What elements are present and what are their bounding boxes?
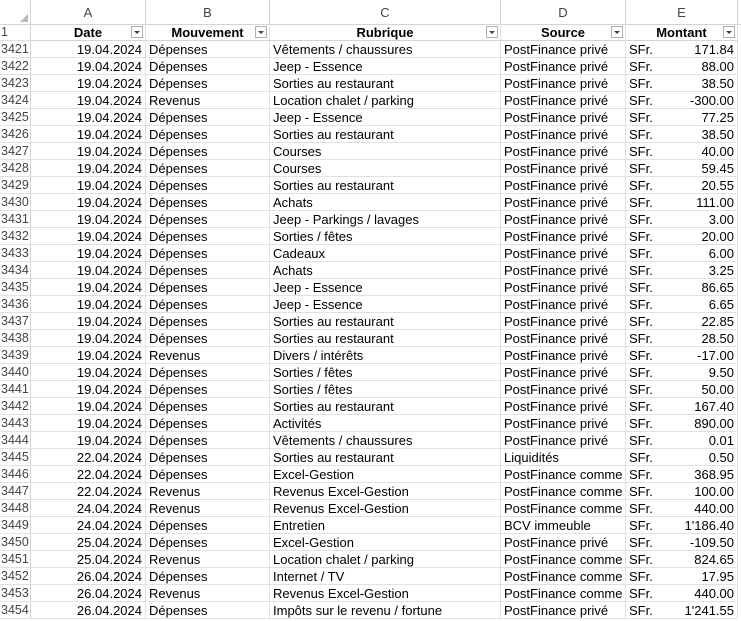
cell-montant[interactable]: -300.00 [666, 92, 738, 109]
cell-rubrique[interactable]: Internet / TV [270, 568, 501, 585]
cell-montant[interactable]: 890.00 [666, 415, 738, 432]
cell-montant[interactable]: 171.84 [666, 41, 738, 58]
cell-date[interactable]: 19.04.2024 [31, 211, 146, 228]
cell-mouvement[interactable]: Dépenses [146, 313, 270, 330]
cell-mouvement[interactable]: Dépenses [146, 262, 270, 279]
row-number[interactable]: 3443 [0, 415, 31, 432]
row-number[interactable]: 3438 [0, 330, 31, 347]
cell-rubrique[interactable]: Sorties au restaurant [270, 330, 501, 347]
cell-montant[interactable]: 77.25 [666, 109, 738, 126]
cell-mouvement[interactable]: Dépenses [146, 415, 270, 432]
cell-montant[interactable]: 20.00 [666, 228, 738, 245]
row-number[interactable]: 3439 [0, 347, 31, 364]
cell-mouvement[interactable]: Dépenses [146, 568, 270, 585]
cell-source[interactable]: PostFinance privé [501, 432, 626, 449]
cell-currency[interactable]: SFr. [626, 398, 666, 415]
cell-date[interactable]: 19.04.2024 [31, 398, 146, 415]
cell-source[interactable]: PostFinance privé [501, 126, 626, 143]
cell-montant[interactable]: 0.50 [666, 449, 738, 466]
cell-source[interactable]: PostFinance comme [501, 585, 626, 602]
row-number[interactable]: 3431 [0, 211, 31, 228]
cell-mouvement[interactable]: Revenus [146, 347, 270, 364]
cell-date[interactable]: 25.04.2024 [31, 551, 146, 568]
cell-source[interactable]: PostFinance privé [501, 313, 626, 330]
cell-date[interactable]: 19.04.2024 [31, 194, 146, 211]
cell-source[interactable]: PostFinance comme [501, 551, 626, 568]
cell-currency[interactable]: SFr. [626, 466, 666, 483]
cell-currency[interactable]: SFr. [626, 313, 666, 330]
column-header-e[interactable]: E [626, 0, 738, 24]
row-number[interactable]: 3432 [0, 228, 31, 245]
row-number[interactable]: 3424 [0, 92, 31, 109]
cell-currency[interactable]: SFr. [626, 75, 666, 92]
row-number[interactable]: 3429 [0, 177, 31, 194]
cell-mouvement[interactable]: Dépenses [146, 58, 270, 75]
cell-montant[interactable]: 368.95 [666, 466, 738, 483]
cell-montant[interactable]: 86.65 [666, 279, 738, 296]
row-number[interactable]: 3441 [0, 381, 31, 398]
cell-mouvement[interactable]: Dépenses [146, 160, 270, 177]
cell-date[interactable]: 19.04.2024 [31, 313, 146, 330]
cell-date[interactable]: 19.04.2024 [31, 160, 146, 177]
cell-rubrique[interactable]: Revenus Excel-Gestion [270, 483, 501, 500]
cell-mouvement[interactable]: Dépenses [146, 143, 270, 160]
cell-source[interactable]: PostFinance comme [501, 568, 626, 585]
cell-rubrique[interactable]: Achats [270, 194, 501, 211]
cell-source[interactable]: PostFinance privé [501, 364, 626, 381]
cell-currency[interactable]: SFr. [626, 449, 666, 466]
cell-rubrique[interactable]: Revenus Excel-Gestion [270, 500, 501, 517]
cell-rubrique[interactable]: Sorties / fêtes [270, 228, 501, 245]
cell-date[interactable]: 19.04.2024 [31, 41, 146, 58]
cell-currency[interactable]: SFr. [626, 585, 666, 602]
cell-mouvement[interactable]: Revenus [146, 551, 270, 568]
cell-currency[interactable]: SFr. [626, 602, 666, 619]
cell-mouvement[interactable]: Dépenses [146, 279, 270, 296]
row-number[interactable]: 3427 [0, 143, 31, 160]
cell-date[interactable]: 19.04.2024 [31, 415, 146, 432]
cell-currency[interactable]: SFr. [626, 381, 666, 398]
cell-mouvement[interactable]: Dépenses [146, 228, 270, 245]
cell-rubrique[interactable]: Sorties au restaurant [270, 398, 501, 415]
cell-montant[interactable]: 1'241.55 [666, 602, 738, 619]
cell-currency[interactable]: SFr. [626, 245, 666, 262]
cell-source[interactable]: Liquidités [501, 449, 626, 466]
cell-source[interactable]: BCV immeuble [501, 517, 626, 534]
cell-currency[interactable]: SFr. [626, 109, 666, 126]
cell-montant[interactable]: 0.01 [666, 432, 738, 449]
cell-currency[interactable]: SFr. [626, 534, 666, 551]
cell-mouvement[interactable]: Dépenses [146, 75, 270, 92]
cell-rubrique[interactable]: Jeep - Parkings / lavages [270, 211, 501, 228]
cell-currency[interactable]: SFr. [626, 483, 666, 500]
cell-mouvement[interactable]: Dépenses [146, 126, 270, 143]
cell-montant[interactable]: 824.65 [666, 551, 738, 568]
cell-currency[interactable]: SFr. [626, 500, 666, 517]
row-number[interactable]: 3426 [0, 126, 31, 143]
column-header-bar [0, 0, 741, 25]
cell-date[interactable]: 19.04.2024 [31, 58, 146, 75]
cell-montant[interactable]: 20.55 [666, 177, 738, 194]
cell-montant[interactable]: 6.65 [666, 296, 738, 313]
cell-montant[interactable]: 167.40 [666, 398, 738, 415]
cell-mouvement[interactable]: Dépenses [146, 296, 270, 313]
cell-montant[interactable]: 88.00 [666, 58, 738, 75]
cell-source[interactable]: PostFinance privé [501, 381, 626, 398]
cell-currency[interactable]: SFr. [626, 143, 666, 160]
cell-mouvement[interactable]: Dépenses [146, 211, 270, 228]
cell-currency[interactable]: SFr. [626, 279, 666, 296]
cell-source[interactable]: PostFinance privé [501, 330, 626, 347]
cell-source[interactable]: PostFinance privé [501, 211, 626, 228]
cell-source[interactable]: PostFinance privé [501, 92, 626, 109]
cell-date[interactable]: 19.04.2024 [31, 109, 146, 126]
cell-rubrique[interactable]: Courses [270, 160, 501, 177]
cell-source[interactable]: PostFinance privé [501, 534, 626, 551]
cell-date[interactable]: 19.04.2024 [31, 432, 146, 449]
cell-date[interactable]: 24.04.2024 [31, 500, 146, 517]
cell-source[interactable]: PostFinance privé [501, 143, 626, 160]
cell-montant[interactable]: 6.00 [666, 245, 738, 262]
cell-source[interactable]: PostFinance privé [501, 398, 626, 415]
cell-montant[interactable]: 38.50 [666, 75, 738, 92]
cell-rubrique[interactable]: Sorties au restaurant [270, 449, 501, 466]
cell-montant[interactable]: -109.50 [666, 534, 738, 551]
cell-currency[interactable]: SFr. [626, 517, 666, 534]
cell-mouvement[interactable]: Revenus [146, 483, 270, 500]
cell-source[interactable]: PostFinance privé [501, 262, 626, 279]
row-number[interactable]: 3447 [0, 483, 31, 500]
cell-mouvement[interactable]: Revenus [146, 500, 270, 517]
cell-montant[interactable]: 111.00 [666, 194, 738, 211]
cell-source[interactable]: PostFinance privé [501, 347, 626, 364]
cell-source[interactable]: PostFinance privé [501, 228, 626, 245]
row-number[interactable]: 3450 [0, 534, 31, 551]
cell-mouvement[interactable]: Dépenses [146, 364, 270, 381]
cell-date[interactable]: 22.04.2024 [31, 449, 146, 466]
row-number[interactable]: 3440 [0, 364, 31, 381]
row-number[interactable]: 3428 [0, 160, 31, 177]
cell-currency[interactable]: SFr. [626, 415, 666, 432]
header-date-label: Date [73, 25, 103, 40]
cell-source[interactable]: PostFinance privé [501, 415, 626, 432]
cell-source[interactable]: PostFinance privé [501, 160, 626, 177]
cell-currency[interactable]: SFr. [626, 228, 666, 245]
cell-mouvement[interactable]: Dépenses [146, 245, 270, 262]
cell-montant[interactable]: 440.00 [666, 500, 738, 517]
cell-rubrique[interactable]: Location chalet / parking [270, 551, 501, 568]
cell-date[interactable]: 19.04.2024 [31, 296, 146, 313]
cell-mouvement[interactable]: Dépenses [146, 109, 270, 126]
cell-montant[interactable]: -17.00 [666, 347, 738, 364]
filter-dropdown-icon[interactable] [486, 26, 498, 38]
cell-rubrique[interactable]: Courses [270, 143, 501, 160]
cell-montant[interactable]: 28.50 [666, 330, 738, 347]
cell-mouvement[interactable]: Dépenses [146, 466, 270, 483]
cell-mouvement[interactable]: Dépenses [146, 449, 270, 466]
cell-montant[interactable]: 9.50 [666, 364, 738, 381]
cell-montant[interactable]: 3.25 [666, 262, 738, 279]
row-number[interactable]: 3442 [0, 398, 31, 415]
cell-currency[interactable]: SFr. [626, 568, 666, 585]
filter-dropdown-icon[interactable] [255, 26, 267, 38]
cell-montant[interactable]: 100.00 [666, 483, 738, 500]
cell-rubrique[interactable]: Jeep - Essence [270, 58, 501, 75]
cell-source[interactable]: PostFinance privé [501, 109, 626, 126]
header-montant[interactable] [626, 24, 738, 41]
cell-source[interactable]: PostFinance privé [501, 41, 626, 58]
row-number[interactable]: 3436 [0, 296, 31, 313]
row-number[interactable]: 3423 [0, 75, 31, 92]
cell-source[interactable]: PostFinance privé [501, 296, 626, 313]
cell-montant[interactable]: 3.00 [666, 211, 738, 228]
cell-date[interactable]: 19.04.2024 [31, 262, 146, 279]
cell-mouvement[interactable]: Dépenses [146, 177, 270, 194]
cell-date[interactable]: 26.04.2024 [31, 568, 146, 585]
cell-date[interactable]: 25.04.2024 [31, 534, 146, 551]
cell-source[interactable]: PostFinance privé [501, 75, 626, 92]
cell-rubrique[interactable]: Impôts sur le revenu / fortune [270, 602, 501, 619]
cell-rubrique[interactable]: Revenus Excel-Gestion [270, 585, 501, 602]
column-header-a[interactable]: A [31, 0, 146, 24]
cell-date[interactable]: 19.04.2024 [31, 143, 146, 160]
header-date[interactable] [31, 24, 146, 41]
cell-mouvement[interactable]: Dépenses [146, 517, 270, 534]
cell-currency[interactable]: SFr. [626, 194, 666, 211]
cell-source[interactable]: PostFinance privé [501, 602, 626, 619]
cell-rubrique[interactable]: Excel-Gestion [270, 534, 501, 551]
cell-rubrique[interactable]: Divers / intérêts [270, 347, 501, 364]
cell-rubrique[interactable]: Excel-Gestion [270, 466, 501, 483]
row-number[interactable]: 3449 [0, 517, 31, 534]
cell-date[interactable]: 19.04.2024 [31, 228, 146, 245]
cell-rubrique[interactable]: Sorties au restaurant [270, 75, 501, 92]
cell-currency[interactable]: SFr. [626, 177, 666, 194]
cell-source[interactable]: PostFinance comme [501, 466, 626, 483]
cell-date[interactable]: 22.04.2024 [31, 466, 146, 483]
cell-rubrique[interactable]: Sorties au restaurant [270, 126, 501, 143]
cell-currency[interactable]: SFr. [626, 41, 666, 58]
column-header-c[interactable]: C [270, 0, 501, 24]
cell-currency[interactable]: SFr. [626, 364, 666, 381]
cell-rubrique[interactable]: Entretien [270, 517, 501, 534]
cell-rubrique[interactable]: Sorties / fêtes [270, 364, 501, 381]
row-number[interactable]: 3430 [0, 194, 31, 211]
row-number[interactable]: 3444 [0, 432, 31, 449]
cell-currency[interactable]: SFr. [626, 432, 666, 449]
filter-dropdown-icon[interactable] [611, 26, 623, 38]
row-number[interactable]: 3421 [0, 41, 31, 58]
cell-source[interactable]: PostFinance privé [501, 279, 626, 296]
cell-currency[interactable]: SFr. [626, 551, 666, 568]
cell-mouvement[interactable]: Dépenses [146, 41, 270, 58]
cell-date[interactable]: 19.04.2024 [31, 381, 146, 398]
cell-mouvement[interactable]: Dépenses [146, 432, 270, 449]
cell-currency[interactable]: SFr. [626, 211, 666, 228]
column-header-b[interactable]: B [146, 0, 270, 24]
cell-currency[interactable]: SFr. [626, 58, 666, 75]
header-rubrique[interactable] [270, 24, 501, 41]
cell-currency[interactable]: SFr. [626, 347, 666, 364]
header-source-label: Source [540, 25, 586, 40]
row-number[interactable]: 3445 [0, 449, 31, 466]
cell-rubrique[interactable]: Activités [270, 415, 501, 432]
cell-mouvement[interactable]: Revenus [146, 585, 270, 602]
cell-source[interactable]: PostFinance privé [501, 58, 626, 75]
cell-source[interactable]: PostFinance privé [501, 177, 626, 194]
cell-montant[interactable]: 440.00 [666, 585, 738, 602]
cell-date[interactable]: 22.04.2024 [31, 483, 146, 500]
cell-currency[interactable]: SFr. [626, 126, 666, 143]
cell-currency[interactable]: SFr. [626, 296, 666, 313]
row-number[interactable]: 3448 [0, 500, 31, 517]
cell-montant[interactable]: 40.00 [666, 143, 738, 160]
cell-date[interactable]: 26.04.2024 [31, 585, 146, 602]
cell-currency[interactable]: SFr. [626, 262, 666, 279]
cell-source[interactable]: PostFinance comme [501, 483, 626, 500]
cell-mouvement[interactable]: Dépenses [146, 398, 270, 415]
cell-currency[interactable]: SFr. [626, 92, 666, 109]
cell-date[interactable]: 19.04.2024 [31, 279, 146, 296]
cell-date[interactable]: 19.04.2024 [31, 177, 146, 194]
cell-mouvement[interactable]: Revenus [146, 92, 270, 109]
row-number[interactable]: 3454 [0, 602, 31, 619]
cell-rubrique[interactable]: Achats [270, 262, 501, 279]
cell-montant[interactable]: 50.00 [666, 381, 738, 398]
header-mouvement-label: Mouvement [171, 25, 244, 40]
header-rubrique-label: Rubrique [356, 25, 414, 40]
cell-mouvement[interactable]: Dépenses [146, 534, 270, 551]
cell-montant[interactable]: 17.95 [666, 568, 738, 585]
cell-source[interactable]: PostFinance privé [501, 245, 626, 262]
row-number[interactable]: 3434 [0, 262, 31, 279]
row-number[interactable]: 3452 [0, 568, 31, 585]
header-mouvement[interactable] [146, 24, 270, 41]
cell-rubrique[interactable]: Cadeaux [270, 245, 501, 262]
cell-date[interactable]: 19.04.2024 [31, 245, 146, 262]
row-number[interactable]: 3453 [0, 585, 31, 602]
row-number[interactable]: 3446 [0, 466, 31, 483]
row-number[interactable]: 3451 [0, 551, 31, 568]
cell-rubrique[interactable]: Jeep - Essence [270, 279, 501, 296]
cell-rubrique[interactable]: Sorties au restaurant [270, 313, 501, 330]
row-number[interactable]: 3433 [0, 245, 31, 262]
cell-date[interactable]: 19.04.2024 [31, 126, 146, 143]
cell-date[interactable]: 19.04.2024 [31, 330, 146, 347]
cell-date[interactable]: 24.04.2024 [31, 517, 146, 534]
row-number[interactable]: 3422 [0, 58, 31, 75]
cell-mouvement[interactable]: Dépenses [146, 330, 270, 347]
header-source[interactable] [501, 24, 626, 41]
cell-currency[interactable]: SFr. [626, 330, 666, 347]
cell-date[interactable]: 19.04.2024 [31, 75, 146, 92]
cell-rubrique[interactable]: Sorties au restaurant [270, 177, 501, 194]
row-number[interactable]: 3425 [0, 109, 31, 126]
cell-date[interactable]: 19.04.2024 [31, 92, 146, 109]
cell-montant[interactable]: 1'186.40 [666, 517, 738, 534]
cell-mouvement[interactable]: Dépenses [146, 602, 270, 619]
cell-rubrique[interactable]: Jeep - Essence [270, 109, 501, 126]
cell-date[interactable]: 19.04.2024 [31, 364, 146, 381]
cell-source[interactable]: PostFinance privé [501, 194, 626, 211]
cell-montant[interactable]: 59.45 [666, 160, 738, 177]
cell-rubrique[interactable]: Jeep - Essence [270, 296, 501, 313]
filter-dropdown-icon[interactable] [723, 26, 735, 38]
cell-rubrique[interactable]: Sorties / fêtes [270, 381, 501, 398]
column-header-d[interactable]: D [501, 0, 626, 24]
cell-rubrique[interactable]: Location chalet / parking [270, 92, 501, 109]
cell-source[interactable]: PostFinance comme [501, 500, 626, 517]
cell-currency[interactable]: SFr. [626, 160, 666, 177]
cell-rubrique[interactable]: Vêtements / chaussures [270, 432, 501, 449]
row-number[interactable]: 1 [0, 24, 31, 41]
cell-mouvement[interactable]: Dépenses [146, 194, 270, 211]
cell-date[interactable]: 26.04.2024 [31, 602, 146, 619]
cell-mouvement[interactable]: Dépenses [146, 381, 270, 398]
cell-montant[interactable]: 22.85 [666, 313, 738, 330]
row-number[interactable]: 3437 [0, 313, 31, 330]
row-number[interactable]: 3435 [0, 279, 31, 296]
header-montant-label: Montant [656, 25, 707, 40]
cell-montant[interactable]: 38.50 [666, 126, 738, 143]
cell-rubrique[interactable]: Vêtements / chaussures [270, 41, 501, 58]
select-all-corner[interactable] [0, 0, 31, 24]
cell-date[interactable]: 19.04.2024 [31, 347, 146, 364]
filter-dropdown-icon[interactable] [131, 26, 143, 38]
